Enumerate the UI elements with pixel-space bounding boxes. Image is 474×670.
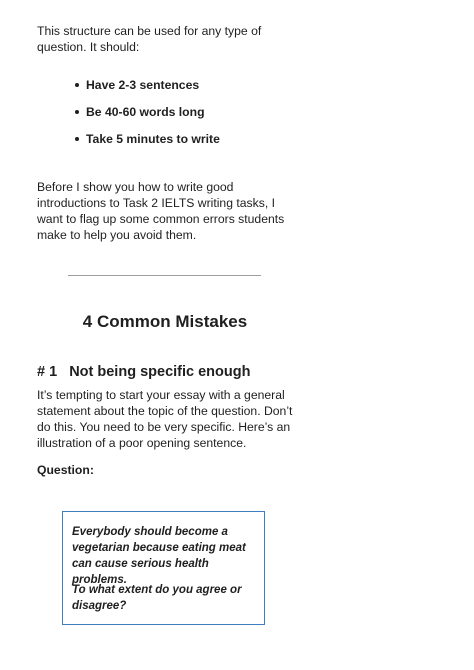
question-box bbox=[62, 511, 265, 625]
question-statement: Everybody should become a vegetarian because eating meat can cause serious health problems. bbox=[72, 526, 246, 586]
list-item: Take 5 minutes to write bbox=[75, 131, 220, 158]
question-prompt: To what extent do you agree or disagree? bbox=[72, 584, 242, 612]
section-divider bbox=[68, 275, 261, 276]
mistake-heading bbox=[37, 363, 250, 381]
list-item: Have 2-3 sentences bbox=[75, 77, 220, 104]
section-heading: 4 Common Mistakes bbox=[82, 312, 248, 331]
mistake-title: Not being specific enough bbox=[69, 364, 251, 380]
list-item: Be 40-60 words long bbox=[75, 104, 220, 131]
mistake-number: # 1 bbox=[37, 364, 58, 380]
question-label: Question: bbox=[37, 463, 94, 477]
intro-paragraph: This structure can be used for any type of question. It should: bbox=[37, 24, 262, 54]
mistake-body: It’s tempting to start your essay with a general statement about the topic of the question. Don’t do this. You need to be very specific. Here’s an illustration of a poor opening sentence. bbox=[37, 388, 293, 450]
transition-paragraph: Before I show you how to write good introductions to Task 2 IELTS writing tasks, I want to flag up some common errors students make to help you avoid them. bbox=[37, 180, 285, 242]
requirements-list bbox=[75, 77, 220, 158]
